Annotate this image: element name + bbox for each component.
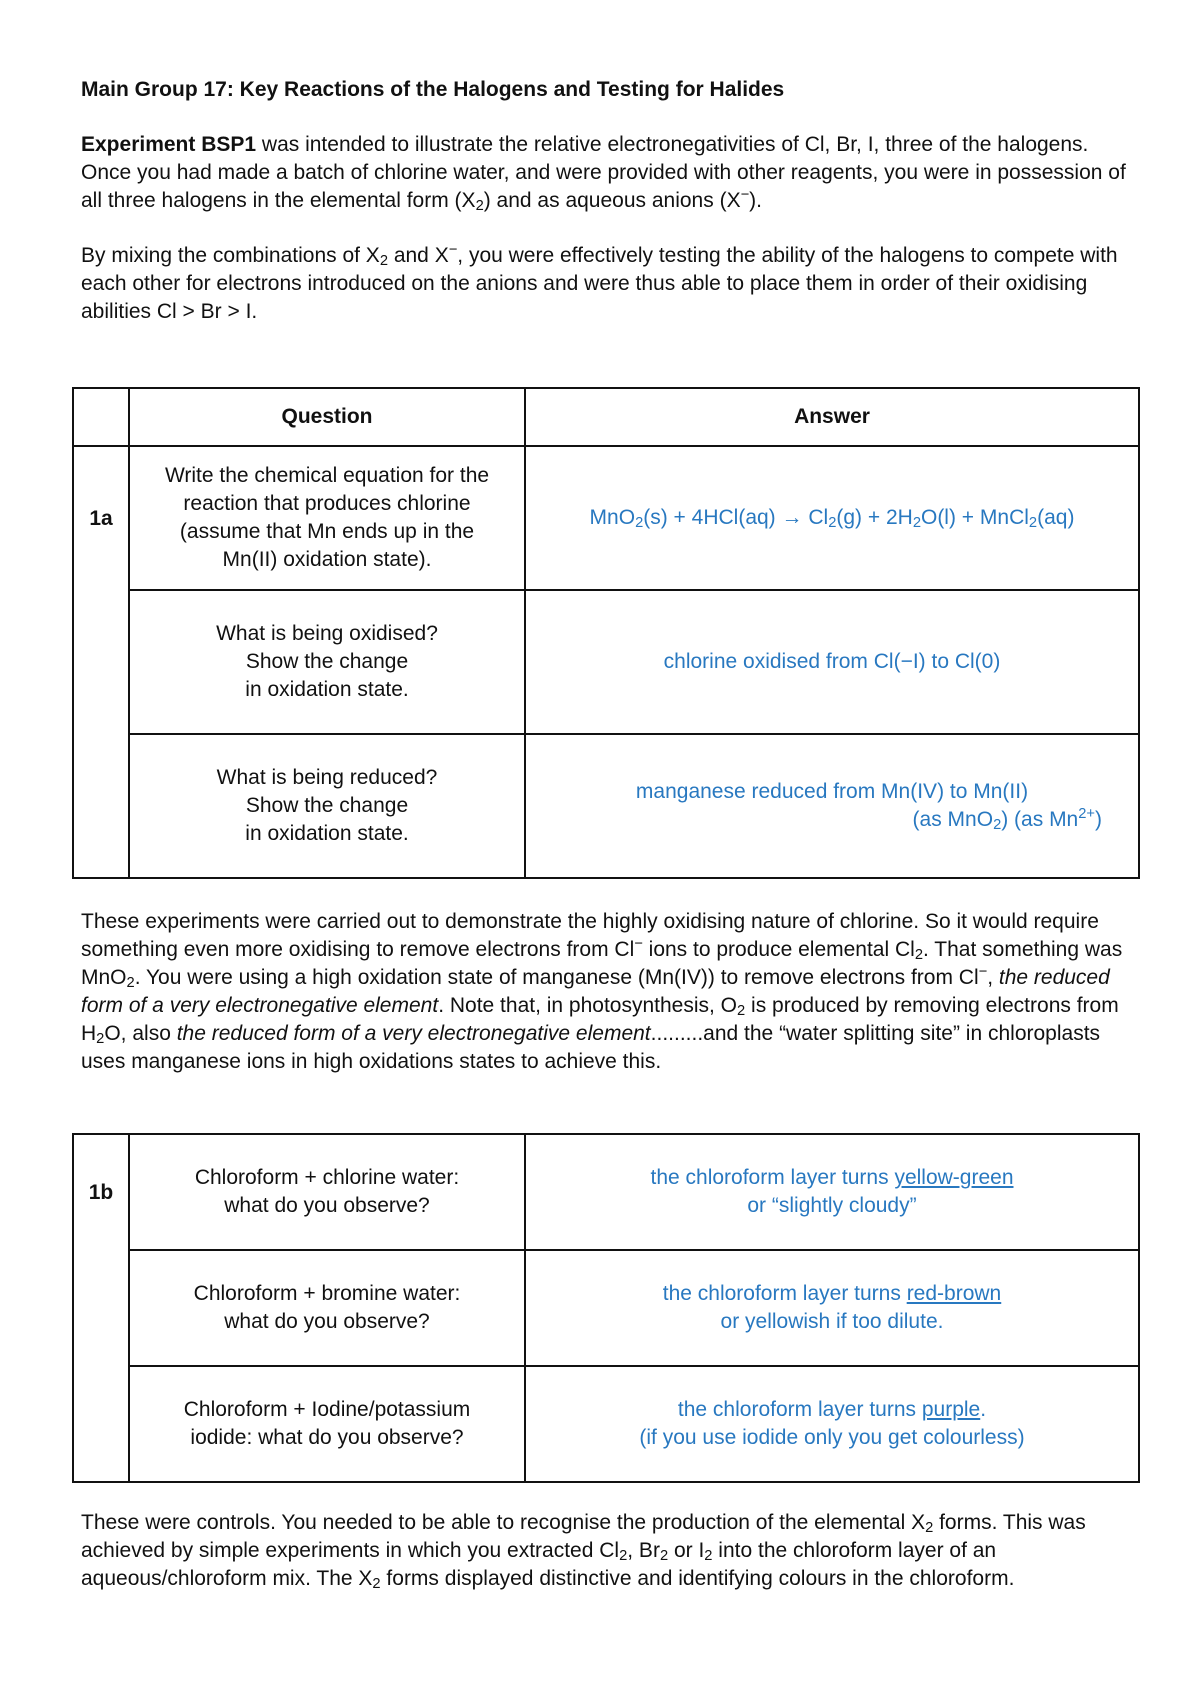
row-label-1b: 1b [73,1134,129,1482]
table-1b [72,1133,1140,1483]
controls-paragraph: These were controls. You needed to be able to recognise the production of the elemental $X_2$ forms. This was achieved by simple experiments in which you extracted $Cl_2$, $Br_2$ or $I_2$ into the chloroform layer of an aqueous/chloroform mix. The $X_2$ forms displayed distinctive and identifying colours in the chloroform. [81,1511,1086,1593]
answer-cell: the chloroform layer turns red-brown or yellowish if too dilute. [525,1250,1139,1366]
answer-cell: chlorine oxidised from Cl(−I) to Cl(0) [525,590,1139,734]
answer-cell: the chloroform layer turns yellow-green or “slightly cloudy” [525,1134,1139,1250]
experiment-label: Experiment BSP1 [81,133,257,156]
table-row [73,590,1139,734]
mixing-paragraph: By mixing the combinations of $X_2$ and X−, you were effectively testing the ability of the halogens to compete with each other for electrons introduced on the anions and were thus able to place them in order of their oxidising abilities Cl > Br > I. [81,241,1118,323]
question-cell: Chloroform + bromine water: what do you observe? [129,1250,525,1366]
answer-cell: $MnO_2(s) + 4HCl(aq) \to Cl_2(g) + 2H_2O(l)$ + MnCl$_2$(aq) [525,446,1139,590]
table-row [73,734,1139,878]
question-cell: What is being oxidised? Show the change in oxidation state. [129,590,525,734]
question-cell: What is being reduced? Show the change in oxidation state. [129,734,525,878]
question-cell: Chloroform + chlorine water: what do you observe? [129,1134,525,1250]
table-row [73,1250,1139,1366]
table-row [73,446,1139,590]
question-cell: Write the chemical equation for the reaction that produces chlorine (assume that Mn ends up in the Mn(II) oxidation state). [129,446,525,590]
table-header-row [73,388,1139,446]
intro-paragraph: Experiment BSP1 was intended to illustrate the relative electronegativities of Cl, Br, I, three of the halogens. Once you had made a batch of chlorine water, and were provided with other reagents, you were in possession of all three halogens in the elemental form $(X_2)$ and as aqueous anions (X−). [81,133,1126,215]
answer-cell: manganese reduced from Mn(IV) to Mn(II) (as MnO$_2$) (as $Mn^{2+}$) [525,734,1139,878]
document-page [81,76,1141,1593]
table-row [73,1366,1139,1482]
header-empty [73,388,129,446]
table-1a [72,387,1140,879]
chlorine-paragraph: These experiments were carried out to demonstrate the highly oxidising nature of chlorine. So it would require something even more oxidising to remove electrons from Cl− ions to produce elemental $Cl_2$. That something was MnO$_2$. You were using a high oxidation state of manganese (Mn(IV)) to remove electrons from Cl−, the reduced form of a very electronegative element. Note that, in photosynthesis, $O_2$ is produced by removing electrons from $H_2O$, also the reduced form of a very electronegative element.........and the “water splitting site” in chloroplasts uses manganese ions in high oxidations states to achieve this. [81,910,1123,1073]
question-cell: Chloroform + Iodine/potassium iodide: what do you observe? [129,1366,525,1482]
table-row [73,1134,1139,1250]
header-answer: Answer [525,388,1139,446]
page-title: Main Group 17: Key Reactions of the Halogens and Testing for Halides [81,78,785,101]
header-question: Question [129,388,525,446]
row-label-1a: 1a [73,446,129,878]
answer-cell: the chloroform layer turns purple. (if you use iodide only you get colourless) [525,1366,1139,1482]
